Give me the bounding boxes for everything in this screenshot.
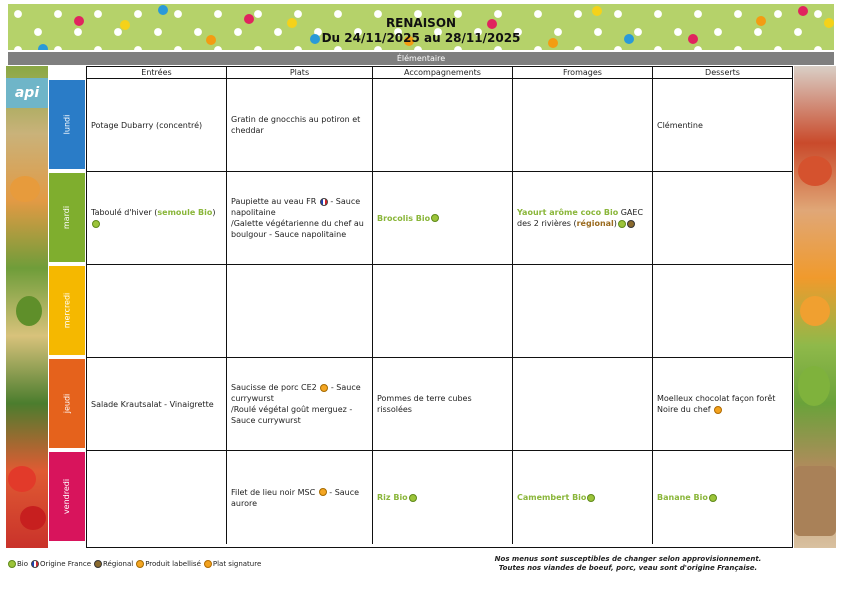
menu-cell: [227, 172, 373, 265]
menu-cell-content: [377, 393, 508, 415]
menu-cell: [513, 79, 653, 172]
menu-item-text: régional: [576, 219, 614, 228]
regional-icon: [94, 560, 102, 568]
legend-label: Plat signature: [212, 560, 262, 568]
day-label: mercredi: [62, 292, 72, 329]
day-label: mardi: [62, 205, 72, 230]
vegetable-shape: [16, 296, 42, 326]
tomato-shape: [8, 466, 36, 492]
menu-cell-content: [377, 213, 439, 224]
footer-note-line-2: Toutes nos viandes de boeuf, porc, veau sont d'origine Française.: [498, 564, 758, 572]
vegetable-shape: [800, 296, 830, 326]
menu-cell-content: [657, 120, 703, 131]
menu-cell: [87, 79, 227, 172]
label-icon: [136, 560, 144, 568]
legend-label: Bio: [17, 560, 29, 568]
menu-item-text: - Sauce currywurst: [231, 383, 361, 403]
bio-icon: [618, 220, 626, 228]
api-logo: api: [6, 78, 48, 108]
menu-grid: [86, 66, 793, 548]
menu-cell: [653, 265, 792, 358]
legend-label: Régional: [103, 560, 134, 568]
day-vendredi: [48, 451, 86, 542]
france-flag-icon: [31, 560, 39, 568]
label-icon: [319, 488, 327, 496]
column-header: Fromages: [513, 67, 653, 79]
menu-cell: [513, 172, 653, 265]
menu-cell: [87, 172, 227, 265]
menu-cell: [87, 358, 227, 451]
bio-icon: [92, 220, 100, 228]
menu-item-text: Gratin de gnocchis au potiron et cheddar: [231, 115, 361, 135]
menu-cell: [653, 172, 792, 265]
menu-cell: [653, 451, 792, 544]
menu-item-text: Yaourt arôme coco Bio: [517, 208, 619, 217]
legend-label: Produit labellisé: [145, 560, 201, 568]
menu-item-text: Filet de lieu noir MSC: [231, 487, 318, 497]
menu-item-text: Banane Bio: [657, 493, 708, 502]
bio-icon: [431, 214, 439, 222]
vegetables-photo-right: [794, 66, 836, 548]
menu-cell: [373, 265, 513, 358]
menu-cell: [653, 79, 792, 172]
menu-cell: [373, 79, 513, 172]
menu-cell-content: [657, 492, 717, 503]
menu-item-text: Potage Dubarry (concentré): [91, 120, 203, 130]
menu-item-text: semoule Bio: [157, 208, 213, 217]
column-header: Plats: [227, 67, 373, 79]
menu-cell: [227, 265, 373, 358]
menu-cell: [227, 358, 373, 451]
bio-icon: [409, 494, 417, 502]
vegetables-photo-left: [6, 66, 48, 548]
day-label: lundi: [62, 114, 72, 135]
basket-shape: [794, 466, 836, 536]
header-banner: [8, 4, 834, 50]
bio-icon: [8, 560, 16, 568]
vegetable-shape: [798, 156, 832, 186]
menu-item-text: Salade Krautsalat - Vinaigrette: [91, 399, 214, 409]
menu-item-text: Brocolis Bio: [377, 213, 431, 223]
banner-dot: [798, 6, 808, 16]
menu-cell-content: [231, 196, 368, 240]
menu-item-text: ): [212, 208, 216, 217]
footer-note-line-1: Nos menus sont susceptibles de changer selon approvisionnement.: [494, 555, 762, 563]
menu-cell: [87, 265, 227, 358]
menu-item-text: Clémentine: [657, 120, 703, 130]
column-header: Entrées: [87, 67, 227, 79]
day-label: vendredi: [62, 478, 72, 515]
menu-item-text: Taboulé d'hiver (: [91, 208, 158, 217]
menu-item-text: - Sauce aurore: [231, 487, 360, 508]
pepper-shape: [798, 366, 830, 406]
menu-cell-content: [91, 120, 202, 131]
menu-cell: [227, 451, 373, 544]
menu-title-block: [8, 16, 834, 46]
menu-cell: [373, 451, 513, 544]
banner-dot: [158, 5, 168, 15]
menu-cell-content: [231, 487, 368, 509]
france-flag-icon: [320, 198, 328, 206]
section-label: Élémentaire: [8, 52, 834, 65]
menu-item-text: Paupiette au veau FR: [231, 197, 319, 206]
legend-item: [136, 558, 201, 570]
column-header: Desserts: [653, 67, 792, 79]
menu-cell-content: [91, 207, 222, 229]
vegetable-shape: [10, 176, 40, 202]
menu-item-text: /Galette végétarienne du chef au boulgour - Sauce napolitaine: [231, 219, 364, 239]
legend: [8, 558, 264, 570]
menu-item-text: Saucisse de porc CE2: [231, 383, 320, 392]
legend-item: [8, 558, 28, 570]
menu-cell-content: [657, 393, 788, 415]
menu-cell-content: [231, 382, 368, 426]
day-mardi: [48, 172, 86, 263]
menu-cell: [653, 358, 792, 451]
menu-cell: [373, 172, 513, 265]
menu-item-text: /Roulé végétal goût merguez - Sauce currywurst: [231, 405, 353, 425]
menu-item-text: Moelleux chocolat façon forêt Noire du chef: [657, 394, 776, 414]
menu-item-text: Pommes de terre cubes rissolées: [377, 394, 472, 414]
tomato-shape: [20, 506, 46, 530]
signature-icon: [204, 560, 212, 568]
menu-cell-content: [517, 207, 648, 229]
menu-item-text: ): [613, 219, 617, 228]
menu-cell-content: [91, 399, 214, 410]
day-jeudi: [48, 358, 86, 449]
menu-dates: Du 24/11/2025 au 28/11/2025: [321, 31, 521, 45]
banner-dot: [592, 6, 602, 16]
menu-cell-content: [231, 114, 368, 136]
menu-item-text: - Sauce napolitaine: [231, 197, 361, 217]
legend-label: Origine France: [40, 560, 91, 568]
menu-item-text: Riz Bio: [377, 493, 408, 502]
day-lundi: [48, 79, 86, 170]
menu-cell: [87, 451, 227, 544]
menu-cell: [513, 451, 653, 544]
menu-cell: [373, 358, 513, 451]
column-header: Accompagnements: [373, 67, 513, 79]
legend-item: [94, 558, 133, 570]
legend-item: [204, 558, 261, 570]
footer-note: [480, 555, 776, 573]
day-column: [48, 66, 86, 548]
menu-cell: [513, 358, 653, 451]
day-column-header: [48, 66, 86, 78]
day-label: jeudi: [62, 393, 72, 414]
day-mercredi: [48, 265, 86, 356]
menu-cell: [227, 79, 373, 172]
bio-icon: [587, 494, 595, 502]
bio-icon: [709, 494, 717, 502]
menu-cell-content: [377, 492, 417, 503]
signature-icon: [714, 406, 722, 414]
school-name: RENAISON: [385, 16, 457, 30]
menu-item-text: GAEC des 2 rivières (: [517, 208, 644, 228]
menu-cell: [513, 265, 653, 358]
legend-item: [31, 558, 91, 570]
regional-icon: [627, 220, 635, 228]
menu-cell-content: [517, 492, 595, 503]
menu-item-text: Camembert Bio: [517, 493, 587, 502]
